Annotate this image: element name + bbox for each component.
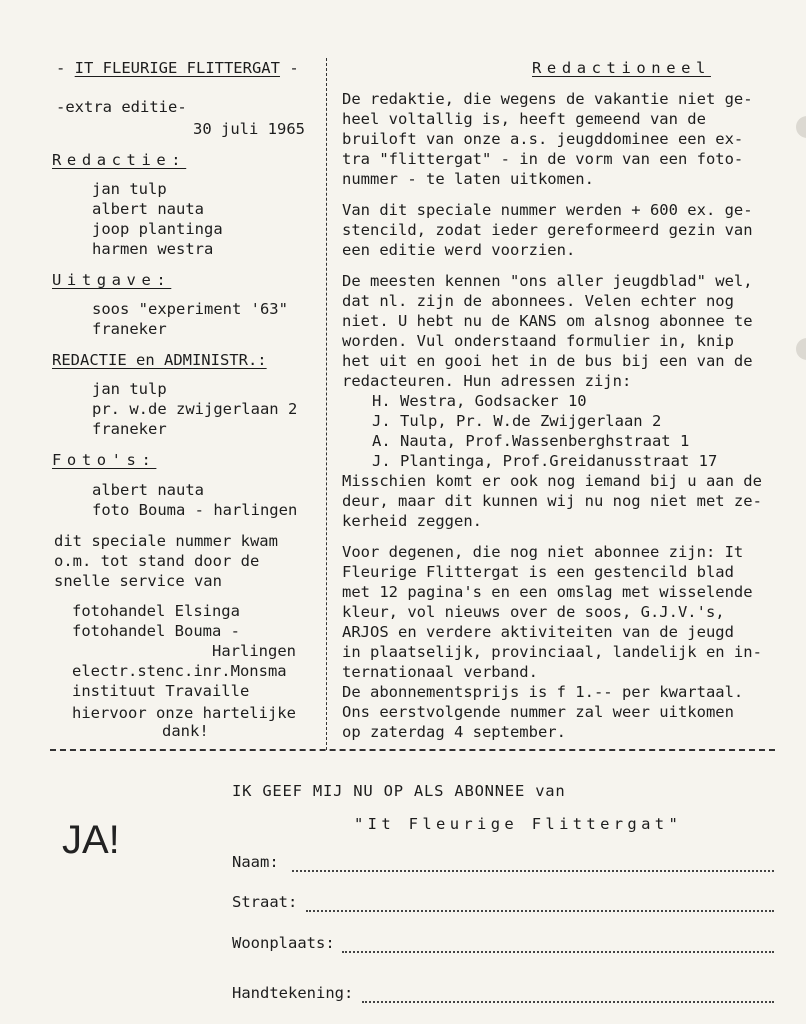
paragraph-line: op zaterdag 4 september.	[342, 723, 566, 741]
paragraph-line: Voor degenen, die nog niet abonnee zijn: It	[342, 543, 744, 561]
administratie-line: jan tulp	[92, 380, 167, 398]
punch-hole	[796, 116, 806, 138]
paragraph-line: dat nl. zijn de abonnees. Velen echter nog	[342, 292, 734, 310]
paragraph-line: ternationaal verband.	[342, 663, 538, 681]
fotos-line: foto Bouma - harlingen	[92, 501, 298, 519]
paragraph-line: worden. Vul onderstaand formulier in, knip	[342, 332, 734, 350]
edition-label: -extra editie-	[56, 98, 187, 116]
address-line: A. Nauta, Prof.Wassenberghstraat 1	[372, 432, 690, 450]
masthead-line: - IT FLEURIGE FLITTERGAT -	[56, 59, 299, 77]
administratie-heading: REDACTIE en ADMINISTR.:	[52, 351, 267, 369]
cut-line	[50, 749, 775, 751]
paragraph-line: Fleurige Flittergat is een gestencild blad	[342, 563, 734, 581]
paragraph-line: een editie werd voorzien.	[342, 241, 576, 259]
handtekening-label: Handtekening:	[232, 984, 354, 1002]
paragraph-line: Ons eerstvolgende nummer zal weer uitkomen	[342, 703, 734, 721]
credits-intro: o.m. tot stand door de	[54, 552, 260, 570]
uitgave-line: franeker	[92, 320, 167, 338]
redactie-member: jan tulp	[92, 180, 167, 198]
paragraph-line: De redaktie, die wegens de vakantie niet ge-	[342, 90, 753, 108]
fotos-line: albert nauta	[92, 481, 204, 499]
uitgave-heading: Uitgave:	[52, 271, 172, 289]
redactie-heading: Redactie:	[52, 151, 187, 169]
redactioneel-heading: Redactioneel	[532, 59, 711, 77]
paragraph-line: kleur, vol nieuws over de soos, G.J.V.'s,	[342, 603, 725, 621]
credit-line: hiervoor onze hartelijke	[72, 704, 296, 722]
naam-label: Naam:	[232, 853, 279, 871]
administratie-line: pr. w.de zwijgerlaan 2	[92, 400, 298, 418]
edition-date: 30 juli 1965	[193, 120, 305, 138]
fotos-heading: Foto's:	[52, 451, 157, 469]
paragraph-line: niet. U hebt nu de KANS om alsnog abonnee te	[342, 312, 753, 330]
redactie-member: harmen westra	[92, 240, 214, 258]
administratie-line: franeker	[92, 420, 167, 438]
credit-line: fotohandel Bouma -	[72, 622, 240, 640]
paragraph-line: deur, maar dit kunnen wij nu nog niet met ze-	[342, 492, 762, 510]
handtekening-field[interactable]	[362, 987, 774, 1003]
paragraph-line: het uit en gooi het in de bus bij een van de	[342, 352, 753, 370]
paragraph-line: De abonnementsprijs is f 1.-- per kwartaal.	[342, 683, 744, 701]
paragraph-line: Misschien komt er ook nog iemand bij u aan de	[342, 472, 762, 490]
column-divider	[326, 58, 327, 750]
address-line: J. Plantinga, Prof.Greidanusstraat 17	[372, 452, 718, 470]
address-line: H. Westra, Godsacker 10	[372, 392, 587, 410]
uitgave-line: soos "experiment '63"	[92, 300, 288, 318]
credit-line: electr.stenc.inr.Monsma	[72, 662, 287, 680]
straat-label: Straat:	[232, 893, 298, 911]
credit-line: fotohandel Elsinga	[72, 602, 240, 620]
form-title: "It Fleurige Flittergat"	[354, 815, 683, 833]
woonplaats-field[interactable]	[342, 937, 774, 953]
paragraph-line: bruiloft van onze a.s. jeugddominee een ex-	[342, 130, 744, 148]
paragraph-line: tra "flittergat" - in de vorm van een foto-	[342, 150, 744, 168]
paragraph-line: nummer - te laten uitkomen.	[342, 170, 594, 188]
woonplaats-label: Woonplaats:	[232, 934, 335, 952]
paragraph-line: in plaatselijk, provinciaal, landelijk en in-	[342, 643, 762, 661]
paragraph-line: met 12 pagina's en een omslag met wisselende	[342, 583, 753, 601]
redactie-member: albert nauta	[92, 200, 204, 218]
paragraph-line: De meesten kennen "ons aller jeugdblad" wel,	[342, 272, 753, 290]
credit-line: Harlingen	[212, 642, 296, 660]
credit-line: instituut Travaille	[72, 682, 250, 700]
paragraph-line: heel voltallig is, heeft gemeend van de	[342, 110, 706, 128]
ja-handwritten: JA!	[62, 818, 120, 862]
form-headline: IK GEEF MIJ NU OP ALS ABONNEE van	[232, 782, 566, 800]
masthead-title: IT FLEURIGE FLITTERGAT	[74, 59, 280, 77]
straat-field[interactable]	[306, 896, 774, 912]
credits-intro: dit speciale nummer kwam	[54, 532, 278, 550]
redactie-member: joop plantinga	[92, 220, 223, 238]
paragraph-line: stencild, zodat ieder gereformeerd gezin van	[342, 221, 753, 239]
paragraph-line: ARJOS en verdere aktiviteiten van de jeugd	[342, 623, 734, 641]
naam-field[interactable]	[292, 856, 774, 872]
credit-line: dank!	[162, 722, 209, 740]
credits-intro: snelle service van	[54, 572, 222, 590]
paragraph-line: Van dit speciale nummer werden + 600 ex. ge-	[342, 201, 753, 219]
punch-hole	[796, 338, 806, 360]
paragraph-line: kerheid zeggen.	[342, 512, 482, 530]
paragraph-line: redacteuren. Hun adressen zijn:	[342, 372, 632, 390]
address-line: J. Tulp, Pr. W.de Zwijgerlaan 2	[372, 412, 662, 430]
